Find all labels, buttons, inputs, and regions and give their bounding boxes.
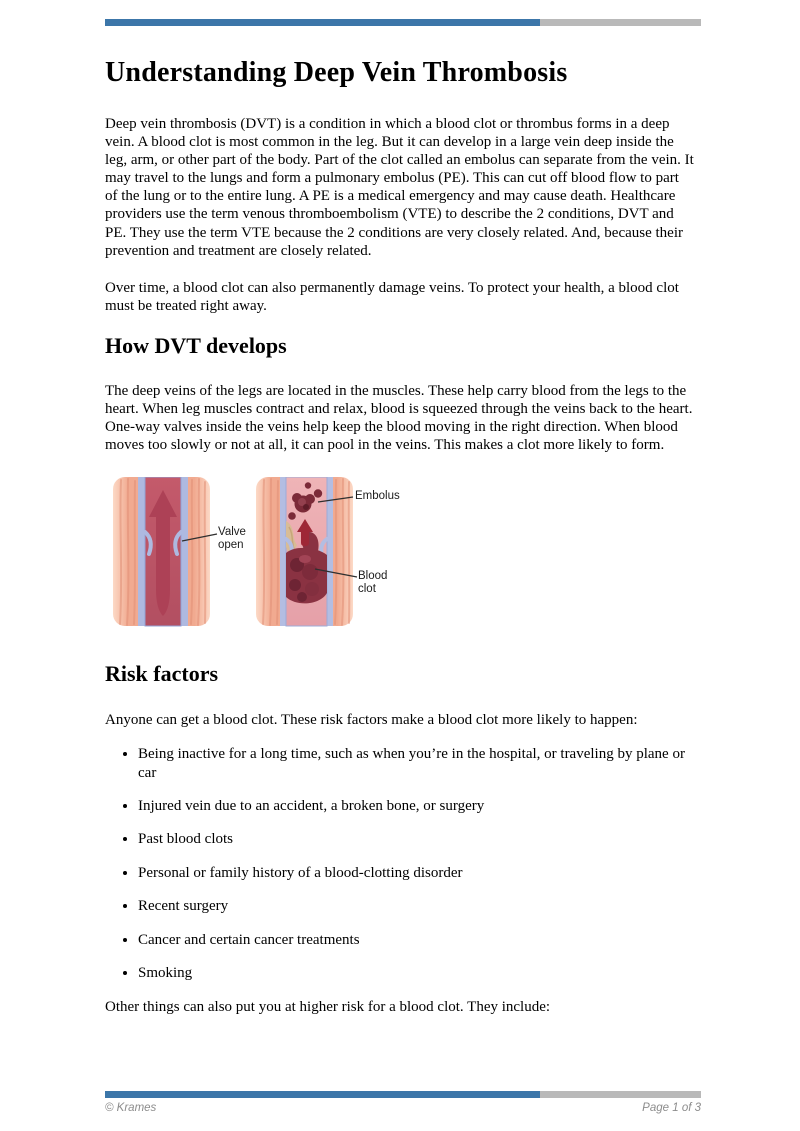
intro-paragraph-1: Deep vein thrombosis (DVT) is a condition in which a blood clot or thrombus forms in a deep vein. A blood clot is most common in the leg. But it can develop in a large vein deep inside the leg, arm, or other part of the body. Part of the clot called an embolus can separate from the vein. It may travel to the lungs and form a pulmonary embolus (PE). This can cut off blood flow to part of the lung or to the entire lung. A PE is a medical emergency and may cause death. Healthcare providers use the term venous thromboembolism (VTE) to describe the 2 conditions, DVT and PE. They use the term VTE because the 2 conditions are very closely related. And, because their prevention and treatment are closely related. [105, 116, 694, 259]
intro-paragraph-2: Over time, a blood clot can also permanently damage veins. To protect your health, a blood clot must be treated right away. [105, 279, 679, 314]
footer-rule-gray-segment [540, 1091, 701, 1098]
list-item: • Being inactive for a long time, such as when you’re in the hospital, or traveling by plane or car [138, 745, 695, 781]
list-item: • Injured vein due to an accident, a broken bone, or surgery [138, 797, 695, 815]
risk-intro-paragraph: Anyone can get a blood clot. These risk factors make a blood clot more likely to happen: [105, 712, 638, 729]
footer-page-number: Page 1 of 3 [642, 1102, 701, 1114]
header-rule-blue-segment [105, 19, 540, 26]
footer-copyright: © Krames [105, 1102, 157, 1114]
list-item: • Past blood clots [138, 830, 695, 848]
how-dvt-paragraph: The deep veins of the legs are located in the muscles. These help carry blood from the legs to the heart. When leg muscles contract and relax, blood is squeezed through the veins back to the heart. One-way valves inside the veins help keep the blood moving in the right direction. When blood moves too slowly or not at all, it can pool in the veins. This makes a clot more likely to form. [105, 382, 693, 454]
footer-rule-blue-segment [105, 1091, 540, 1098]
closing-paragraph: Other things can also put you at higher risk for a blood clot. They include: [105, 998, 551, 1015]
vein-illustration-figure [105, 477, 405, 627]
header-rule-gray-segment [540, 19, 701, 26]
figure-label-blood-clot: Blood clot [358, 570, 388, 596]
list-item: • Cancer and certain cancer treatments [138, 931, 695, 949]
blood-clot-graphic [286, 548, 327, 603]
healthy-vein-graphic [113, 477, 210, 626]
list-item: • Smoking [138, 964, 695, 982]
risk-factors-list [105, 745, 695, 982]
footer-rule [105, 1091, 701, 1098]
page-title: Understanding Deep Vein Thrombosis [105, 57, 568, 88]
document-content [105, 26, 695, 1016]
header-rule [105, 19, 701, 26]
page-footer [105, 1091, 701, 1114]
section-heading-how-dvt-develops: How DVT develops [105, 332, 287, 358]
list-item: • Personal or family history of a blood-clotting disorder [138, 864, 695, 882]
section-heading-risk-factors: Risk factors [105, 661, 219, 687]
list-item: • Recent surgery [138, 897, 695, 915]
figure-label-embolus: Embolus [355, 490, 400, 503]
figure-label-valve-open: Valve open [218, 526, 246, 552]
